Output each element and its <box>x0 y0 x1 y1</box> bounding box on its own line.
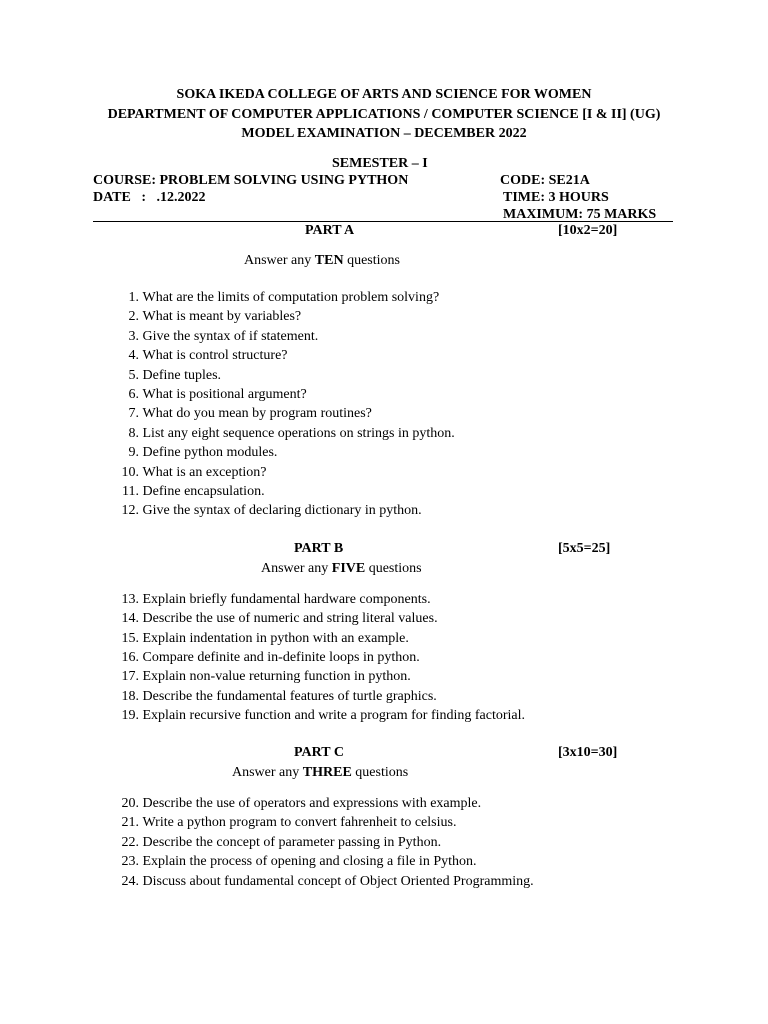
question-text: What do you mean by program routines? <box>142 406 372 422</box>
question-text: Compare definite and in-definite loops in python. <box>142 649 420 665</box>
question-number: 7. <box>128 406 139 422</box>
question-item <box>112 405 372 423</box>
question-item <box>112 444 277 462</box>
question-text: Explain the process of opening and closing a file in Python. <box>142 854 477 870</box>
question-text: What is positional argument? <box>142 387 307 402</box>
question-item <box>112 853 477 871</box>
maximum-marks: MAXIMUM: 75 MARKS <box>503 207 657 222</box>
question-number: 16. <box>121 649 139 665</box>
question-item <box>112 328 318 346</box>
question-item <box>112 289 439 307</box>
question-text: Describe the use of operators and expressions with example. <box>142 796 482 811</box>
part-c-title: PART C <box>294 745 344 760</box>
question-item <box>112 386 307 404</box>
question-text: Define python modules. <box>142 445 278 461</box>
part-b-title: PART B <box>294 541 344 556</box>
question-text: What is control structure? <box>142 348 288 364</box>
question-item <box>112 308 301 326</box>
question-number: 12. <box>121 503 139 519</box>
question-number: 3. <box>128 328 139 344</box>
course-label: COURSE: PROBLEM SOLVING USING PYTHON <box>93 173 409 188</box>
question-number: 17. <box>121 669 139 685</box>
question-text: What is meant by variables? <box>142 309 302 325</box>
exam-title: MODEL EXAMINATION – DECEMBER 2022 <box>241 126 527 141</box>
part-c-instructions: Answer any THREE questions <box>232 765 409 780</box>
question-item <box>112 688 437 706</box>
part-b-instructions: Answer any FIVE questions <box>261 561 422 576</box>
question-text: Define tuples. <box>142 367 222 383</box>
part-a-instructions: Answer any TEN questions <box>244 253 400 268</box>
college-name: SOKA IKEDA COLLEGE OF ARTS AND SCIENCE FOR WOMEN <box>176 87 592 102</box>
question-text: What is an exception? <box>142 464 267 480</box>
question-item <box>112 795 481 813</box>
question-number: 18. <box>121 688 139 704</box>
question-item <box>112 707 525 725</box>
question-item <box>112 483 265 501</box>
part-b-marks: [5x5=25] <box>558 541 611 556</box>
question-text: Explain briefly fundamental hardware components. <box>142 592 431 607</box>
question-number: 23. <box>121 854 139 870</box>
question-text: Explain indentation in python with an example. <box>142 630 409 646</box>
question-item <box>112 591 431 609</box>
question-number: 4. <box>128 348 139 364</box>
question-number: 24. <box>121 873 139 889</box>
part-a-title: PART A <box>305 223 355 238</box>
question-number: 13. <box>121 592 139 607</box>
question-text: What are the limits of computation problem solving? <box>142 290 440 305</box>
question-item <box>112 630 409 648</box>
question-number: 2. <box>128 309 139 325</box>
question-text: Describe the fundamental features of turtle graphics. <box>142 688 437 704</box>
question-number: 10. <box>121 464 139 480</box>
question-text: Define encapsulation. <box>142 484 265 499</box>
question-number: 21. <box>121 815 139 831</box>
question-number: 11. <box>122 484 139 499</box>
question-number: 20. <box>121 796 139 811</box>
question-number: 19. <box>121 707 139 723</box>
course-code: CODE: SE21A <box>500 173 590 188</box>
question-number: 5. <box>128 367 139 383</box>
exam-time: TIME: 3 HOURS <box>503 190 609 205</box>
question-item <box>112 425 455 443</box>
question-text: Write a python program to convert fahrenheit to celsius. <box>142 815 457 831</box>
question-number: 14. <box>121 611 139 627</box>
question-item <box>112 814 456 832</box>
department-name: DEPARTMENT OF COMPUTER APPLICATIONS / COMPUTER SCIENCE [I & II] (UG) <box>107 107 661 122</box>
question-number: 15. <box>121 630 139 646</box>
question-number: 22. <box>121 834 139 850</box>
exam-date: DATE : .12.2022 <box>93 190 206 205</box>
question-text: Give the syntax of declaring dictionary in python. <box>142 503 422 519</box>
question-text: Explain non-value returning function in python. <box>142 669 411 685</box>
part-a-marks: [10x2=20] <box>558 223 618 238</box>
question-item <box>112 834 441 852</box>
question-text: Give the syntax of if statement. <box>142 328 319 344</box>
semester-label: SEMESTER – I <box>332 156 428 171</box>
question-text: Discuss about fundamental concept of Object Oriented Programming. <box>142 873 534 889</box>
question-number: 1. <box>128 290 139 305</box>
question-item <box>112 502 422 520</box>
question-item <box>112 610 438 628</box>
question-item <box>112 668 411 686</box>
part-c-marks: [3x10=30] <box>558 745 618 760</box>
question-item <box>112 347 288 365</box>
question-text: List any eight sequence operations on strings in python. <box>142 425 455 441</box>
question-item <box>112 367 221 385</box>
question-item <box>112 873 534 891</box>
question-item <box>112 649 420 667</box>
question-number: 6. <box>128 387 139 402</box>
question-text: Explain recursive function and write a program for finding factorial. <box>142 707 526 723</box>
question-text: Describe the concept of parameter passing in Python. <box>142 834 442 850</box>
question-item <box>112 464 267 482</box>
question-text: Describe the use of numeric and string literal values. <box>142 611 438 627</box>
question-number: 8. <box>128 425 139 441</box>
question-number: 9. <box>128 445 139 461</box>
